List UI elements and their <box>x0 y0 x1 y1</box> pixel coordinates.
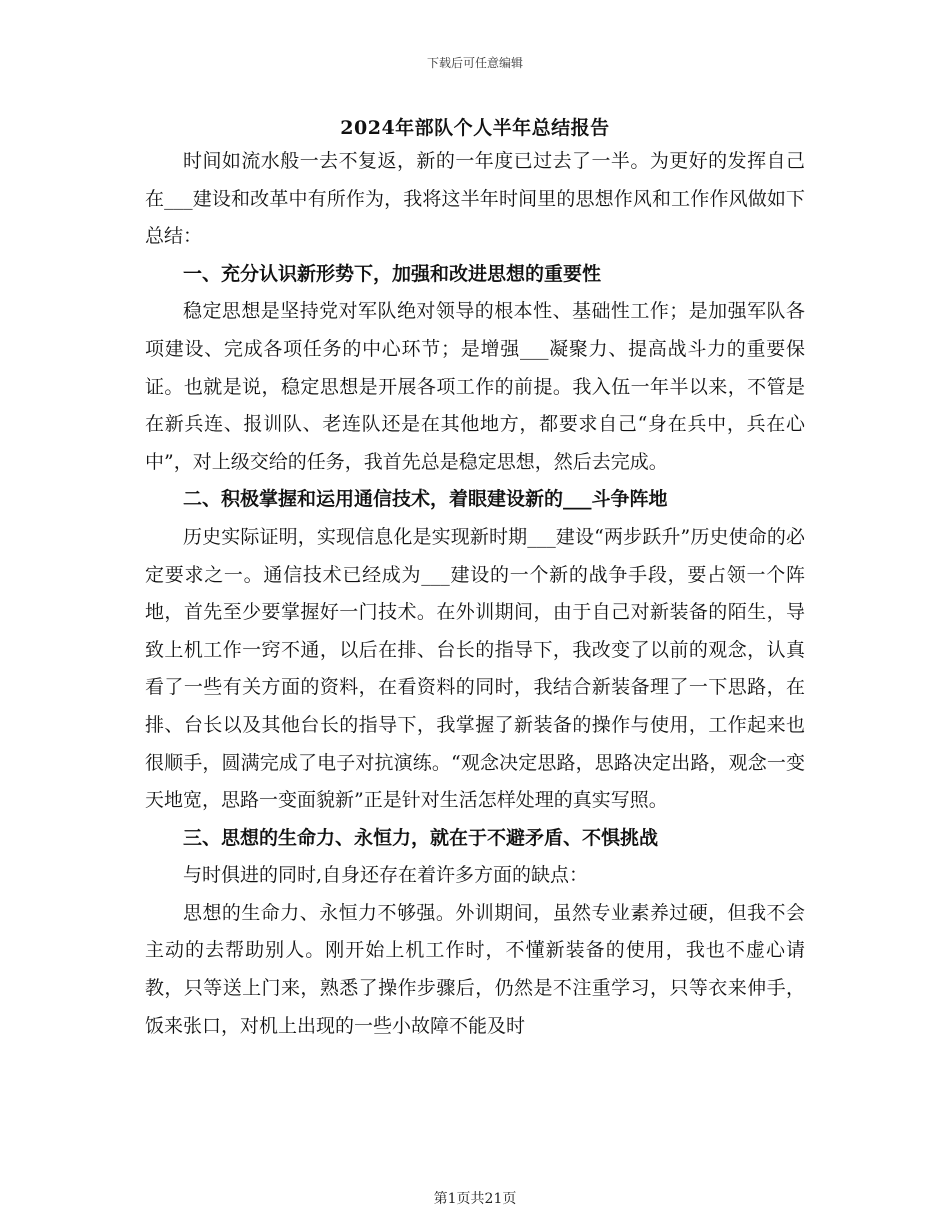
paragraph-section-1: 稳定思想是坚持党对军队绝对领导的根本性、基础性工作；是加强军队各项建设、完成各项任务的中心环节；是增强___凝聚力、提高战斗力的重要保证。也就是说，稳定思想是开展各项工作的前提。我入伍一年半以来，不管是在新兵连、报训队、老连队还是在其他地方，都要求自己“身在兵中，兵在心中”，对上级交给的任务，我首先总是稳定思想，然后去完成。 <box>145 300 805 473</box>
paragraph-intro: 时间如流水般一去不复返，新的一年度已过去了一半。为更好的发挥自己在___建设和改革中有所作为，我将这半年时间里的思想作风和工作作风做如下总结： <box>145 150 805 248</box>
section-heading-3: 三、思想的生命力、永恒力，就在于不避矛盾、不惧挑战 <box>183 826 659 849</box>
paragraph-section-2: 历史实际证明，实现信息化是实现新时期___建设“两步跃升”历史使命的必定要求之一。通信技术已经成为___建设的一个新的战争手段，要占领一个阵地，首先至少要掌握好一门技术。在外训期间，由于自己对新装备的陌生，导致上机工作一窍不通，以后在排、台长的指导下，我改变了以前的观念，认真看了一些有关方面的资料，在看资料的同时，我结合新装备理了一下思路，在排、台长以及其他台长的指导下，我掌握了新装备的操作与使用，工作起来也很顺手，圆满完成了电子对抗演练。“观念决定思路，思路决定出路，观念一变天地宽，思路一变面貌新”正是针对生活怎样处理的真实写照。 <box>145 525 805 812</box>
paragraph-section-3b: 思想的生命力、永恒力不够强。外训期间，虽然专业素养过硬，但我不会主动的去帮助别人。刚开始上机工作时，不懂新装备的使用，我也不虚心请教，只等送上门来，熟悉了操作步骤后，仍然是不注重学习，只等衣来伸手，饭来张口，对机上出现的一些小故障不能及时 <box>145 901 805 1037</box>
page-footer: 第1页共21页 <box>433 1191 517 1207</box>
document-body <box>145 143 805 1045</box>
section-heading-1: 一、充分认识新形势下，加强和改进思想的重要性 <box>183 262 602 285</box>
document-title: 2024年部队个人半年总结报告 <box>340 117 610 139</box>
paragraph-section-3a: 与时俱进的同时,自身还存在着许多方面的缺点： <box>183 864 589 887</box>
section-heading-2: 二、积极掌握和运用通信技术，着眼建设新的___斗争阵地 <box>183 488 668 511</box>
header-note: 下载后可任意编辑 <box>426 56 523 70</box>
